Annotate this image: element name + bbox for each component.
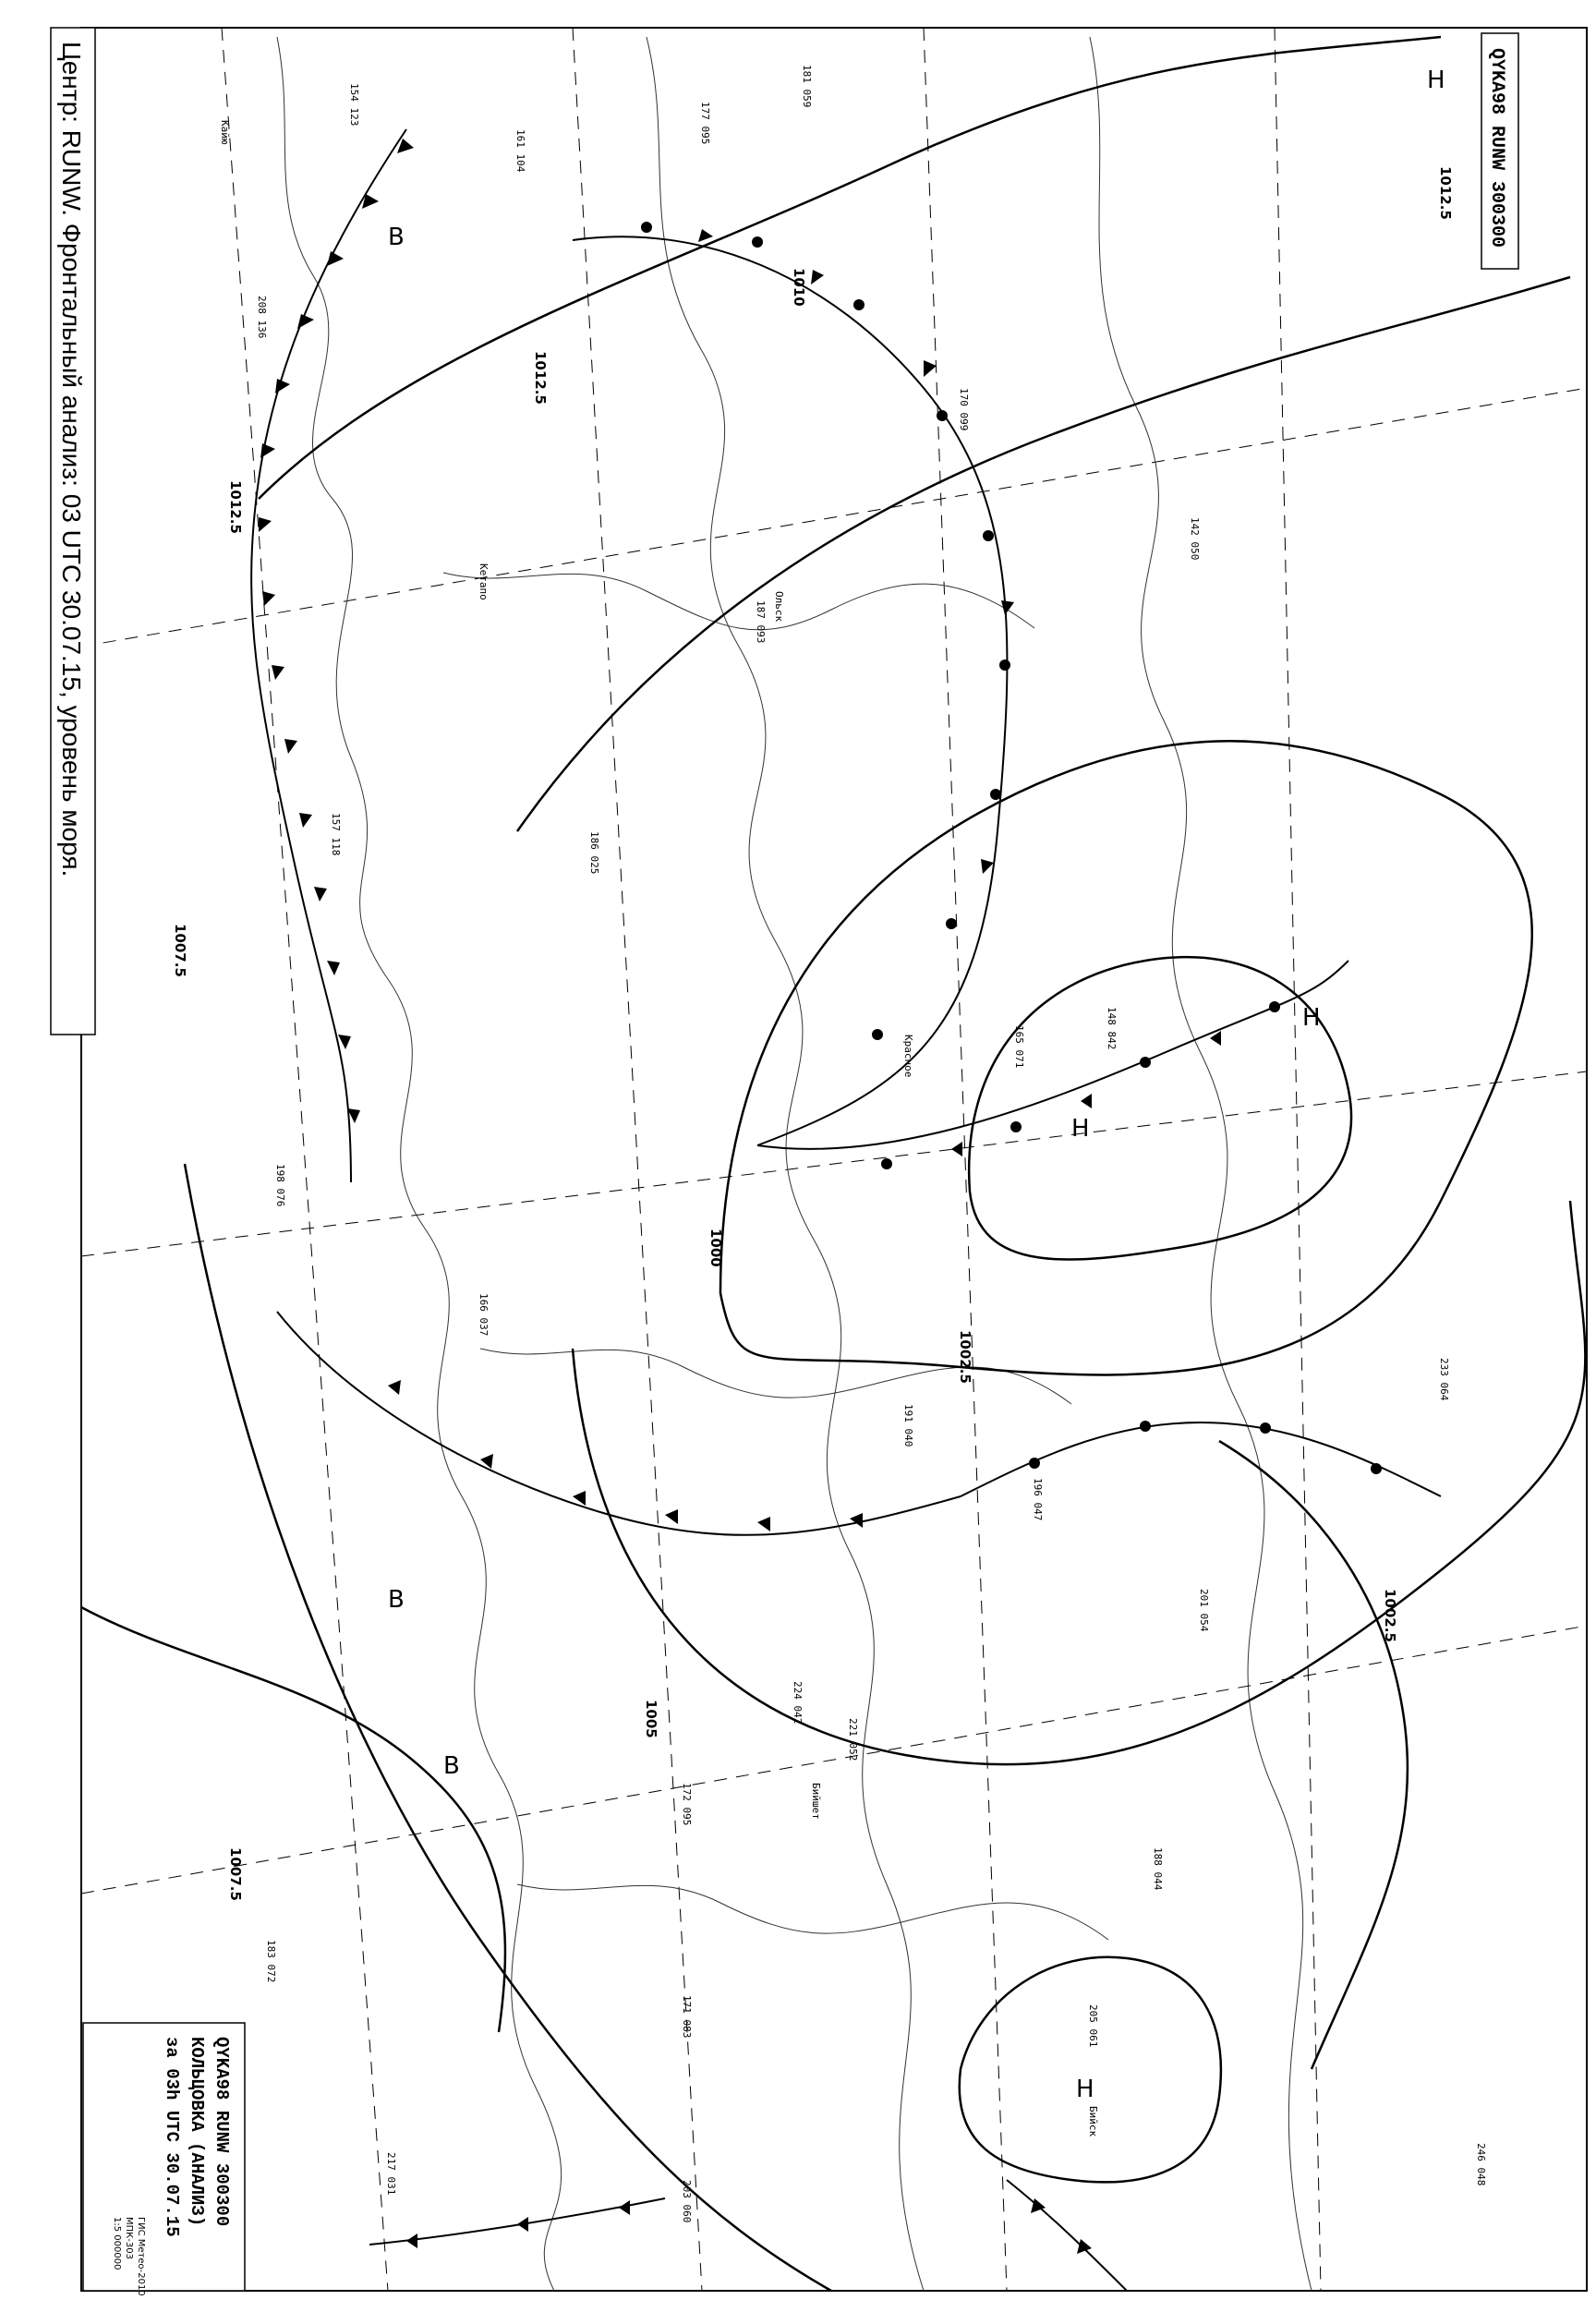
- isobar-label: 1005: [643, 1700, 659, 1738]
- low-center: Н: [1076, 2076, 1094, 2103]
- lower-front: [369, 1421, 1441, 2291]
- station-plot: 142 050: [1189, 517, 1201, 561]
- cold-front: [251, 129, 961, 1535]
- place-name: Бийск: [1087, 2106, 1099, 2137]
- high-center: В: [388, 1586, 405, 1614]
- station-plot: 171 083: [681, 1995, 693, 2039]
- station-plot: 165 071: [1013, 1025, 1025, 1069]
- station-plot: 172 095: [681, 1783, 693, 1826]
- station-plot: 246 048: [1475, 2143, 1487, 2186]
- station-plot: 221 052: [847, 1718, 859, 1761]
- info-box-note: 1:5 000000: [112, 2217, 122, 2270]
- map-frame: [81, 28, 1587, 2291]
- station-plot: 188 044: [1152, 1847, 1164, 1891]
- isobar-label: 1012.5: [532, 351, 549, 405]
- station-plot: 201 054: [1198, 1589, 1210, 1632]
- station-plot: 170 099: [958, 388, 970, 431]
- isobar-label: 1002.5: [957, 1330, 973, 1384]
- station-plot: 217 031: [385, 2152, 397, 2196]
- low-center: Н: [1302, 1004, 1321, 1032]
- station-plot: 166 037: [478, 1293, 490, 1337]
- station-plot: 154 123: [348, 83, 360, 127]
- station-plot: 157 118: [330, 813, 342, 856]
- station-plot: 161 104: [514, 129, 526, 173]
- place-name: Бийшет: [810, 1783, 822, 1820]
- station-plot: 183 072: [265, 1940, 277, 1983]
- low-center: Н: [1071, 1115, 1090, 1143]
- info-box-line3: за 03h UTC 30.07.15: [162, 2037, 182, 2237]
- station-plot: 224 042: [792, 1681, 804, 1725]
- isobar-label: 1007.5: [172, 924, 188, 977]
- map-title: Центр: RUNW. Фронтальный анализ: 03 UTC 30.07.15, уровень моря.: [57, 42, 86, 878]
- isobar-label: 1010: [791, 268, 807, 307]
- station-plot: 233 064: [1438, 1358, 1450, 1401]
- isobar-label: 1000: [707, 1229, 724, 1267]
- station-plot: 203 060: [681, 2180, 693, 2223]
- station-plot: 186 025: [588, 831, 600, 875]
- station-plot: 198 076: [274, 1164, 286, 1207]
- info-box-note: ГИС Метео-2010: [136, 2217, 146, 2296]
- high-center: В: [443, 1752, 460, 1780]
- header-code: QYKA98 RUNW 300300: [1486, 48, 1507, 248]
- station-plot: 148 842: [1106, 1007, 1118, 1050]
- station-plot: 196 047: [1032, 1478, 1044, 1521]
- info-box-note: МПК-303: [124, 2217, 134, 2259]
- place-name: Кайю: [219, 120, 231, 145]
- isobar-label: 1007.5: [227, 1847, 244, 1901]
- station-plot: 191 040: [902, 1404, 914, 1447]
- high-center: В: [388, 224, 405, 251]
- low-center: Н: [1427, 67, 1445, 94]
- station-plot: 177 095: [699, 102, 711, 145]
- info-box-line2: КОЛЬЦОВКА (АНАЛИЗ): [187, 2037, 207, 2227]
- station-plot: 205 061: [1087, 2004, 1099, 2048]
- station-plot: 208 136: [256, 296, 268, 339]
- isobar-label: 1012.5: [227, 480, 244, 534]
- info-box-line1: QYKA98 RUNW 300300: [212, 2037, 232, 2227]
- station-plot: 181 059: [801, 65, 813, 108]
- station-plot: 187 093: [755, 600, 767, 644]
- place-name: Красное: [902, 1035, 914, 1078]
- geography-lines: [277, 37, 1312, 2291]
- place-name: Ольск: [773, 591, 785, 623]
- graticule: [81, 28, 1587, 2291]
- place-name: Кетапо: [478, 563, 490, 600]
- isobar-label: 1002.5: [1382, 1589, 1398, 1642]
- isobar-label: 1012.5: [1437, 166, 1454, 220]
